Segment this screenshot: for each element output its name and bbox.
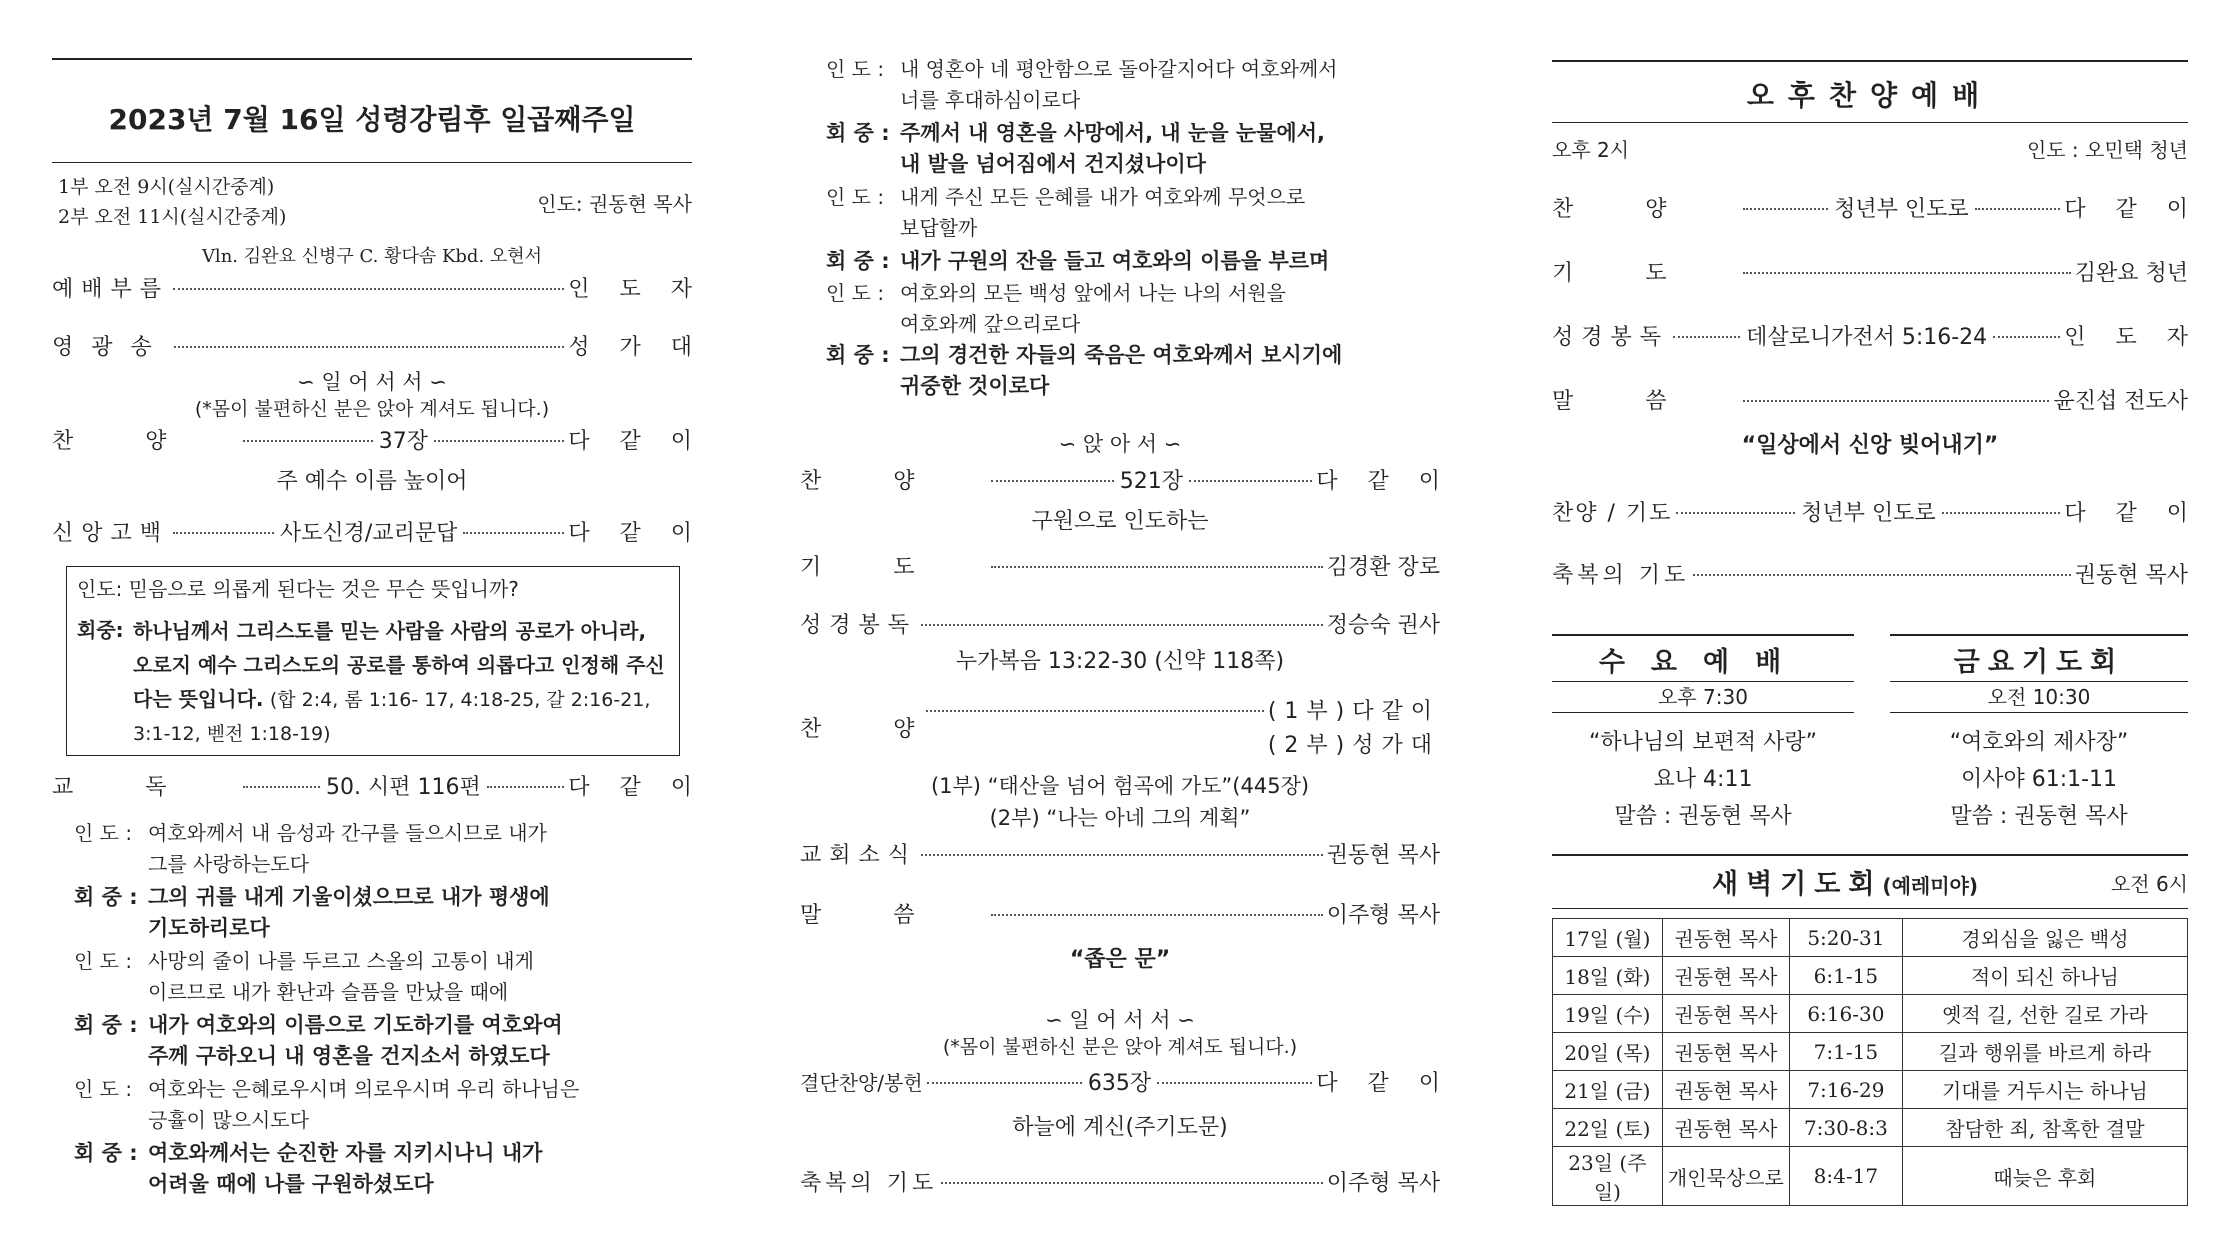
reading-congregation-10: 회 중 : 내가 구원의 잔을 들고 여호와의 이름을 부르며 [826, 249, 1330, 273]
dawn-topic-cell: 적이 되신 하나님 [1902, 957, 2187, 995]
announcements-column [1552, 0, 2219, 1234]
dawn-prayer-table [1552, 918, 2188, 1206]
reading-leader-3: 인 도 : 사망의 줄이 나를 두르고 스올의 고통이 내게 이르므로 내가 환난과 슬픔을 만났을 때에 [74, 949, 534, 1004]
dawn-who-cell: 권동현 목사 [1662, 1109, 1789, 1147]
wednesday-title: 수요예배 [1598, 647, 1808, 678]
friday-title: 금요기도회 [1953, 647, 2125, 678]
dawn-prayer-title: 새벽기도회(예레미야) [1712, 869, 1978, 900]
dawn-topic-cell: 때늦은 후회 [1902, 1147, 2187, 1206]
order-creed: 신앙고백 사도신경/교리문답 다같이 [52, 521, 722, 546]
dawn-who-cell: 권동현 목사 [1662, 919, 1789, 957]
sermon-title: “좁은 문” [1069, 947, 1171, 972]
divider [52, 58, 692, 60]
reading-congregation-2: 회 중 : 그의 귀를 내게 기울이셨으므로 내가 평생에 기도하리로다 [74, 885, 550, 940]
afternoon-hymn: 찬양 청년부 인도로 다같이 [1552, 197, 2219, 222]
table-row [1553, 1033, 2188, 1071]
wednesday-service [1552, 634, 1854, 830]
dawn-who-cell: 권동현 목사 [1662, 1071, 1789, 1109]
table-row [1553, 1071, 2188, 1109]
friday-speaker: 말씀 : 권동현 목사 [1950, 804, 2128, 829]
dawn-topic-cell: 옛적 길, 선한 길로 가라 [1902, 995, 2187, 1033]
friday-time: 오전 10:30 [1987, 685, 2091, 709]
afternoon-sermon-title: “일상에서 신앙 빚어내기” [1741, 433, 1999, 458]
friday-text: 이사야 61:1-11 [1960, 767, 2118, 792]
afternoon-benediction: 축복의 기도 권동현 목사 [1552, 563, 2188, 588]
dawn-prayer-time: 오전 6시 [2110, 872, 2188, 896]
dawn-day-cell: 17일 (월) [1553, 919, 1663, 957]
reading-leader-5: 인 도 : 여호와는 은혜로우시며 의로우시며 우리 하나님은 긍휼이 많으시도다 [74, 1077, 580, 1132]
catechism-answer: 회중: 하나님께서 그리스도를 믿는 사람을 사람의 공로가 아니라, 오로지 예수 그리스도의 공로를 통하여 의롭다고 인정해 주신 다는 뜻입니다. (합 2:4, 롬 1:16- 17, 4:18-25, 갈 2:16-21, 3:1-12, 벧전 1:18-19) [77, 618, 665, 745]
dawn-topic-cell: 기대를 거두시는 하나님 [1902, 1071, 2187, 1109]
dawn-ref-cell: 7:1-15 [1789, 1033, 1902, 1071]
afternoon-scripture: 성경봉독 데살로니가전서 5:16-24 인도자 [1552, 325, 2218, 350]
dawn-who-cell: 개인묵상으로 [1662, 1147, 1789, 1206]
order-hymn-2: 찬양 521장 다같이 [800, 469, 1470, 494]
afternoon-prayer: 기도 김완요 청년 [1552, 261, 2188, 286]
order-prayer: 기도 김경환 장로 [800, 555, 1440, 580]
dawn-day-cell: 18일 (화) [1553, 957, 1663, 995]
worship-order-column-1 [52, 0, 723, 1234]
afternoon-service-title: 오후찬양예배 [1746, 79, 1994, 112]
afternoon-leader: 인도 : 오민택 청년 [2026, 138, 2188, 162]
offering-title: 하늘에 계신(주기도문) [1012, 1115, 1228, 1140]
order-hymn: 찬양 37장 다같이 [52, 429, 722, 454]
afternoon-sermon: 말씀 윤진섭 전도사 [1552, 389, 2188, 414]
divider [1552, 60, 2188, 62]
table-row [1553, 957, 2188, 995]
dawn-ref-cell: 7:30-8:3 [1789, 1109, 1902, 1147]
friday-service [1890, 634, 2188, 830]
dawn-who-cell: 권동현 목사 [1662, 995, 1789, 1033]
stand-note-2: (*몸이 불편하신 분은 앉아 계셔도 됩니다.) [942, 1036, 1298, 1058]
dawn-topic-cell: 참담한 죄, 참혹한 결말 [1902, 1109, 2187, 1147]
anthem-title-1: (1부) “태산을 넘어 험곡에 가도”(445장) [930, 774, 1310, 798]
anthem-part-1: (1부)다같이 [922, 694, 1440, 725]
wednesday-time: 오후 7:30 [1658, 685, 1748, 709]
afternoon-praise-prayer: 찬양 / 기도 청년부 인도로 다같이 [1552, 501, 2219, 526]
table-row [1553, 995, 2188, 1033]
service-time-2: 2부 오전 11시(실시간중계) [58, 206, 287, 228]
dawn-day-cell: 22일 (토) [1553, 1109, 1663, 1147]
divider [1552, 854, 2188, 856]
service-time-1: 1부 오전 9시(실시간중계) [58, 176, 275, 198]
hymn-title: 주 예수 이름 높이어 [276, 469, 468, 494]
order-benediction: 축복의 기도 이주형 목사 [800, 1171, 1440, 1196]
wednesday-sermon: “하나님의 보편적 사랑” [1588, 730, 1818, 755]
order-gloria: 영광송 성가대 [52, 335, 722, 360]
hymn2-title: 구원으로 인도하는 [1031, 509, 1209, 534]
table-row [1553, 919, 2188, 957]
reading-leader-1: 인 도 : 여호와께서 내 음성과 간구를 들으시므로 내가 그를 사랑하는도다 [74, 821, 547, 876]
musicians: Vln. 김완요 신병구 C. 황다솜 Kbd. 오현서 [201, 246, 543, 267]
order-call-to-worship: 예배부름 인도자 [52, 277, 722, 302]
dawn-day-cell: 21일 (금) [1553, 1071, 1663, 1109]
dawn-who-cell: 권동현 목사 [1662, 957, 1789, 995]
dawn-ref-cell: 6:1-15 [1789, 957, 1902, 995]
dawn-day-cell: 20일 (목) [1553, 1033, 1663, 1071]
reading-congregation-4: 회 중 : 내가 여호와의 이름으로 기도하기를 여호와여 주께 구하오니 내 영혼을 건지소서 하였도다 [74, 1013, 563, 1068]
bulletin-title: 2023년 7월 16일 성령강림후 일곱째주일 [108, 103, 636, 136]
reading-leader-7: 인 도 : 내 영혼아 네 평안함으로 돌아갈지어다 여호와께서 너를 후대하심이로다 [826, 57, 1338, 112]
reading-leader-9: 인 도 : 내게 주신 모든 은혜를 내가 여호와께 무엇으로 보답할까 [826, 185, 1306, 240]
wednesday-speaker: 말씀 : 권동현 목사 [1614, 804, 1792, 829]
catechism-box [66, 566, 680, 756]
divider [52, 162, 692, 163]
stand-instruction: ∽ 일 어 서 서 ∽ [297, 370, 447, 394]
order-scripture-reading: 성경봉독 정승숙 권사 [800, 613, 1440, 638]
order-sermon: 말씀 이주형 목사 [800, 903, 1440, 928]
dawn-topic-cell: 경외심을 잃은 백성 [1902, 919, 2187, 957]
reading-congregation-8: 회 중 : 주께서 내 영혼을 사망에서, 내 눈을 눈물에서, 내 발을 넘어짐에서 건지셨나이다 [826, 121, 1325, 176]
divider [1552, 908, 2188, 909]
divider [1552, 122, 2188, 123]
anthem-part-2: (2부)성가대 [1267, 733, 1440, 758]
order-announcements: 교회소식 권동현 목사 [800, 843, 1440, 868]
dawn-topic-cell: 길과 행위를 바르게 하라 [1902, 1033, 2187, 1071]
order-offering: 결단찬양/봉헌 635장 다같이 [800, 1071, 1470, 1096]
afternoon-time: 오후 2시 [1552, 138, 1630, 162]
dawn-ref-cell: 6:16-30 [1789, 995, 1902, 1033]
dawn-day-cell: 19일 (수) [1553, 995, 1663, 1033]
dawn-ref-cell: 5:20-31 [1789, 919, 1902, 957]
stand-instruction-2: ∽ 일 어 서 서 ∽ [1045, 1008, 1195, 1032]
catechism-question: 인도: 믿음으로 의롭게 된다는 것은 무슨 뜻입니까? [77, 577, 519, 601]
anthem-title-2: (2부) “나는 아네 그의 계획” [989, 806, 1251, 830]
order-responsive-reading: 교독 50. 시편 116편 다같이 [52, 775, 723, 800]
reading-congregation-12: 회 중 : 그의 경건한 자들의 죽음은 여호와께서 보시기에 귀중한 것이로다 [826, 343, 1343, 398]
service-leader: 인도: 권동현 목사 [537, 192, 692, 216]
dawn-day-cell: 23일 (주일) [1553, 1147, 1663, 1206]
table-row [1553, 1147, 2188, 1206]
reading-congregation-6: 회 중 : 여호와께서는 순진한 자를 지키시나니 내가 어려울 때에 나를 구원하셨도다 [74, 1141, 543, 1196]
friday-sermon: “여호와의 제사장” [1949, 730, 2129, 755]
table-row [1553, 1109, 2188, 1147]
sit-instruction: ∽ 앉 아 서 ∽ [1058, 432, 1182, 456]
wednesday-text: 요나 4:11 [1653, 767, 1753, 792]
reading-leader-11: 인 도 : 여호와의 모든 백성 앞에서 나는 나의 서원을 여호와께 갚으리로다 [826, 281, 1286, 336]
stand-note: (*몸이 불편하신 분은 앉아 계셔도 됩니다.) [194, 398, 550, 420]
order-anthem: 찬양 [800, 717, 987, 742]
dawn-ref-cell: 7:16-29 [1789, 1071, 1902, 1109]
dawn-who-cell: 권동현 목사 [1662, 1033, 1789, 1071]
dawn-ref-cell: 8:4-17 [1789, 1147, 1902, 1206]
scripture-text: 누가복음 13:22-30 (신약 118쪽) [955, 649, 1285, 674]
worship-order-column-2 [800, 0, 1470, 1234]
